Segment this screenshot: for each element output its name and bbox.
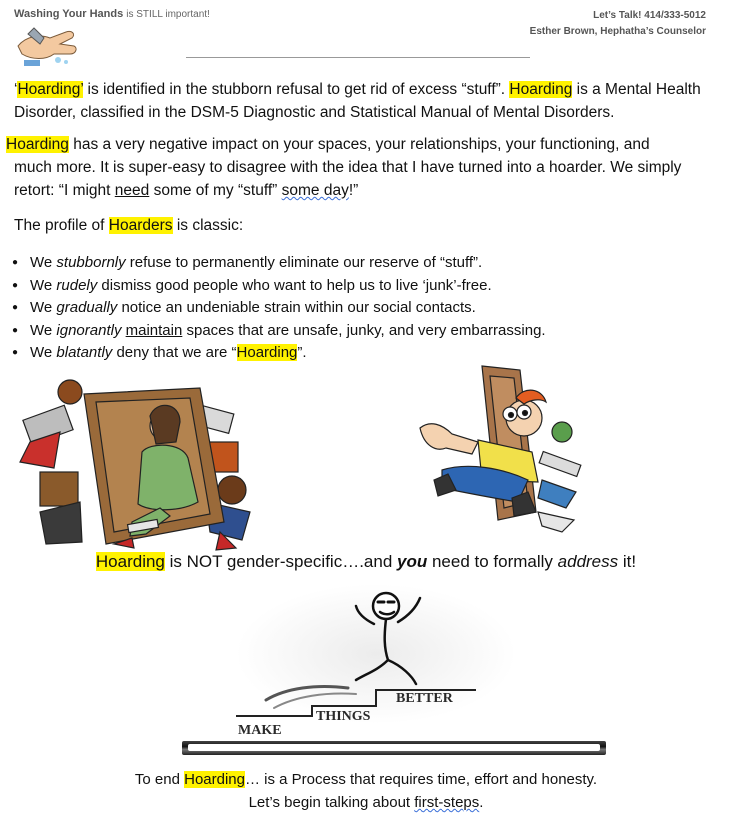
text: To end: [134, 771, 185, 788]
text: has a very negative impact on your spaces, your relationships, your functioning, and: [68, 136, 650, 153]
paragraph-definition: [6, 78, 722, 124]
gender-caption: [0, 552, 732, 572]
text: ”.: [297, 344, 307, 361]
emphasis: address: [557, 552, 619, 571]
text: is classic:: [172, 217, 244, 234]
text: is a Mental Health Disorder, classified in the DSM-5 Diagnostic and Statistical Manual of Mental Disorders.: [14, 81, 701, 121]
text: notice an undeniable strain within our social contacts.: [117, 299, 476, 316]
text: We: [30, 344, 57, 361]
text: much more. It is super-easy to disagree with the idea that I have turned into a hoarder. We simply retort: “I might: [14, 159, 682, 199]
list-item: [12, 252, 546, 275]
text: !”: [348, 182, 359, 199]
text: We: [30, 299, 57, 316]
highlight: Hoarders: [108, 217, 173, 234]
text: Let’s begin talking about: [248, 794, 415, 811]
text: dismiss good people who want to help us to live ‘junk’-free.: [97, 276, 492, 294]
underlined-word: need: [114, 182, 150, 199]
list-item: [12, 320, 546, 343]
emphasis: ignorantly: [56, 321, 122, 339]
highlight: Hoarding: [236, 344, 298, 361]
highlight: Hoarding: [509, 81, 573, 98]
profile-list: [12, 252, 546, 365]
highlight: Hoarding: [95, 552, 165, 571]
stairs-word-things: THINGS: [316, 709, 371, 724]
paragraph-impact: [6, 133, 722, 202]
header-divider: [186, 57, 530, 58]
list-item: [12, 275, 546, 298]
closing-message: [0, 768, 732, 814]
header-phone: Let’s Talk! 414/333-5012: [593, 10, 706, 21]
handwashing-icon: [14, 24, 84, 68]
emphasis: stubbornly: [56, 254, 126, 271]
text: ‘: [14, 81, 18, 98]
stairs-word-make: MAKE: [238, 723, 282, 736]
underlined-word: some day: [281, 182, 349, 199]
emphasis: gradually: [56, 299, 118, 316]
text: The profile of: [14, 217, 109, 234]
text: is identified in the stubborn refusal to get rid of excess “stuff”.: [83, 81, 510, 98]
text: .: [479, 794, 484, 811]
emphasis: blatantly: [56, 344, 113, 361]
highlight: Hoarding’: [17, 81, 84, 98]
text: … is a Process that requires time, effort and honesty.: [244, 771, 598, 788]
text: We: [30, 276, 57, 294]
header-title: Washing Your Hands: [14, 8, 124, 20]
text: is NOT gender-specific….and: [164, 552, 398, 571]
text: it!: [618, 552, 637, 571]
highlight: Hoarding: [184, 771, 245, 788]
text: deny that we are “: [112, 344, 237, 361]
text: We: [30, 254, 57, 271]
list-item: [12, 297, 546, 320]
text: some of my “stuff”: [149, 182, 282, 199]
text: refuse to permanently eliminate our reserve of “stuff”.: [125, 254, 483, 271]
text: need to formally: [427, 552, 558, 571]
text: We: [30, 321, 57, 339]
first-steps-text: first-steps: [414, 794, 480, 811]
header-right: [530, 8, 706, 40]
emphasis: rudely: [56, 276, 98, 294]
woman-hoarder-illustration: [10, 372, 260, 552]
man-hoarder-illustration: [412, 362, 590, 536]
stairs-word-better: BETTER: [396, 691, 453, 706]
header-counselor: Esther Brown, Hephatha’s Counselor: [529, 26, 706, 37]
emphasis: you: [397, 552, 428, 571]
header-left: [14, 8, 210, 20]
make-things-better-illustration: [226, 584, 526, 736]
text: spaces that are unsafe, junky, and very embarrassing.: [182, 321, 546, 339]
highlight: Hoarding: [6, 136, 69, 153]
header-subtitle: is STILL important!: [126, 9, 210, 20]
paragraph-profile: [6, 214, 722, 237]
step-bar: [182, 741, 606, 755]
underlined-word: maintain: [125, 321, 183, 339]
